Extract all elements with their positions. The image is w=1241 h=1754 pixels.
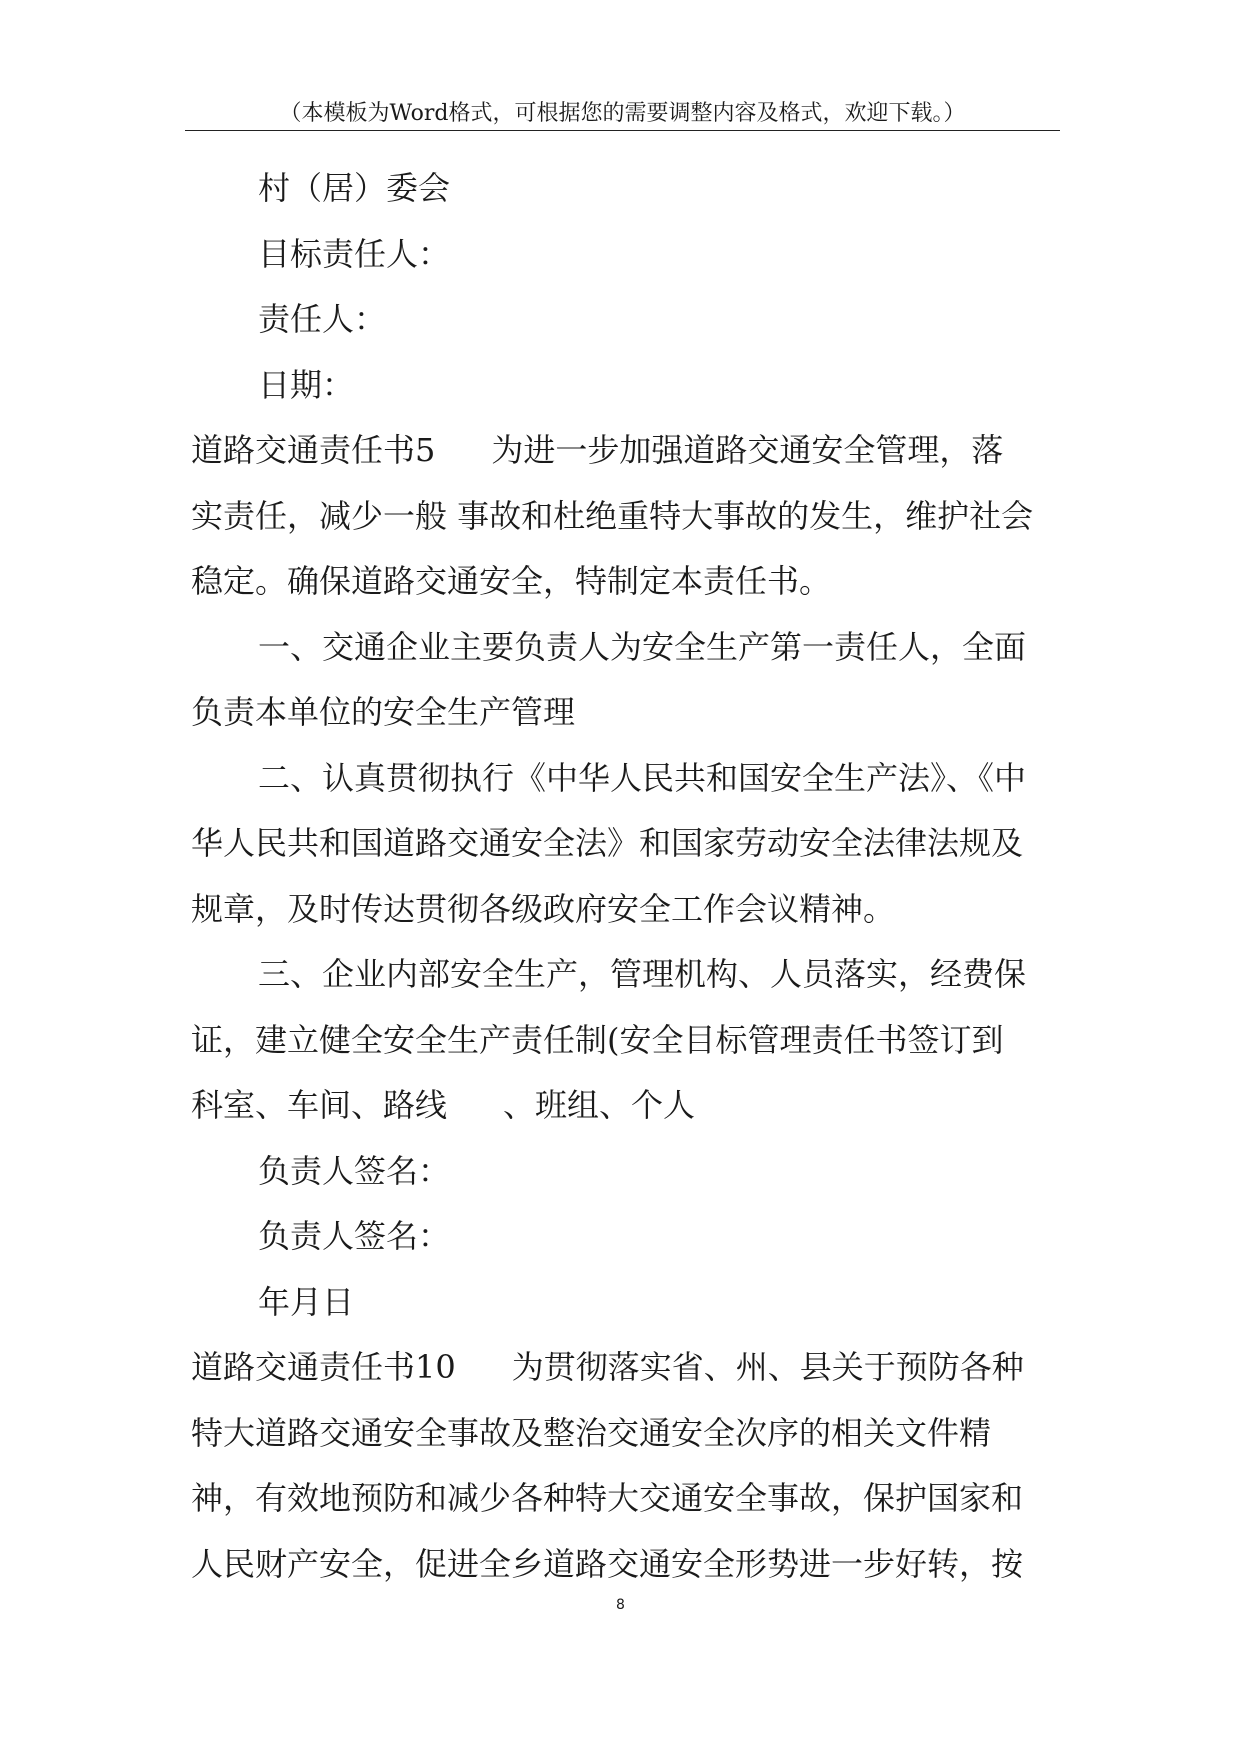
header-note: （本模板为Word格式，可根据您的需要调整内容及格式，欢迎下载。） xyxy=(279,101,966,126)
item-1-line: 一、交通企业主要负责人为安全生产第一责任人，全面 xyxy=(258,627,1027,666)
paragraph-line: 神，有效地预防和减少各种特大交通安全事故，保护国家和 xyxy=(191,1479,1024,1517)
section-5-title: 道路交通责任书5 xyxy=(191,431,436,469)
paragraph-line: 稳定。确保道路交通安全，特制定本责任书。 xyxy=(191,562,832,600)
line-date: 日期： xyxy=(258,365,355,404)
item-1-line: 负责本单位的安全生产管理 xyxy=(191,693,576,731)
section-10-title: 道路交通责任书10 xyxy=(191,1348,456,1386)
signature-line: 负责人签名： xyxy=(258,1217,451,1255)
item-2-line: 规章，及时传达贯彻各级政府安全工作会议精神。 xyxy=(191,889,896,928)
signature-line: 负责人签名： xyxy=(258,1151,451,1190)
line-section-5-heading xyxy=(191,418,1061,484)
line-target-responsible: 目标责任人： xyxy=(258,234,451,273)
item-3-part: 、班组、个人 xyxy=(503,1086,696,1124)
item-3-line: 证，建立健全安全生产责任制(安全目标管理责任书签订到 xyxy=(191,1020,1004,1059)
line-responsible: 责任人： xyxy=(258,300,387,338)
date-line: 年月日 xyxy=(258,1282,355,1321)
paragraph-line: 人民财产安全，促进全乡道路交通安全形势进一步好转，按 xyxy=(191,1544,1024,1583)
line-section-10-heading xyxy=(191,1335,1061,1401)
paragraph-line: 特大道路交通安全事故及整治交通安全次序的相关文件精 xyxy=(191,1413,992,1452)
section-10-intro: 为贯彻落实省、州、县关于预防各种 xyxy=(511,1348,1024,1386)
header-divider xyxy=(185,130,1060,131)
item-3-part: 科室、车间、路线 xyxy=(191,1086,448,1124)
item-2-line: 二、认真贯彻执行《中华人民共和国安全生产法》、《中 xyxy=(258,758,1027,797)
page-number: 8 xyxy=(616,1597,625,1613)
item-3-line: 三、企业内部安全生产，管理机构、人员落实，经费保 xyxy=(258,955,1027,993)
section-5-intro: 为进一步加强道路交通安全管理，落 xyxy=(491,431,1004,469)
line-village-committee: 村（居）委会 xyxy=(258,169,451,207)
paragraph-line: 实责任，减少一般 事故和杜绝重特大事故的发生，维护社会 xyxy=(191,496,1034,535)
document-body xyxy=(191,156,1061,1597)
item-3-line xyxy=(191,1073,1061,1139)
item-2-line: 华人民共和国道路交通安全法》和国家劳动安全法律法规及 xyxy=(191,824,1024,862)
